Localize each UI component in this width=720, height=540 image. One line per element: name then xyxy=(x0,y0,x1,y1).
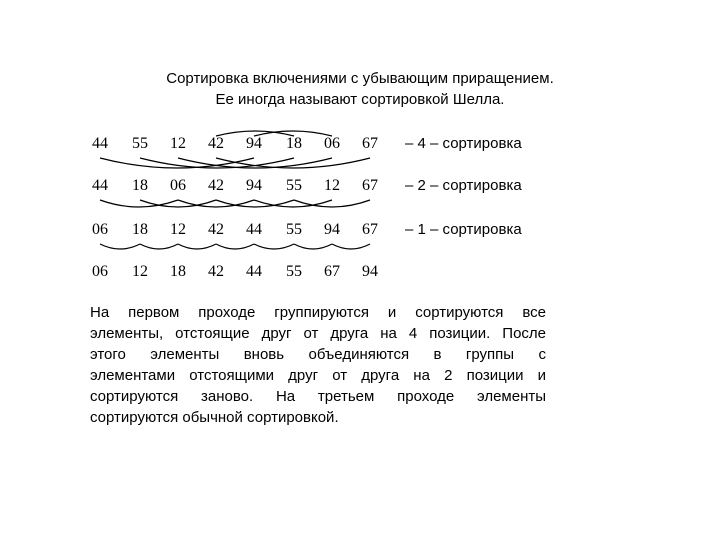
row-4-value: 94 xyxy=(362,263,378,280)
row-3-value: 12 xyxy=(170,221,186,238)
row-2-value: 12 xyxy=(324,177,340,194)
row-1-value: 44 xyxy=(92,135,108,152)
row-3-value: 06 xyxy=(92,221,108,238)
paragraph-line: элементами отстоящими друг от друга на 2 позиции и xyxy=(90,367,546,384)
paragraph-line: На первом проходе группируются и сортируются все xyxy=(90,304,546,321)
row-1-value: 18 xyxy=(286,135,302,152)
row-3-value: 55 xyxy=(286,221,302,238)
row-3-value: 94 xyxy=(324,221,340,238)
paragraph-line: элементы, отстоящие друг от друга на 4 позиции. После xyxy=(90,325,546,342)
row-2-value: 94 xyxy=(246,177,262,194)
row-4-value: 42 xyxy=(208,263,224,280)
row-3-note: – 1 – сортировка xyxy=(405,221,522,238)
row-1-value: 12 xyxy=(170,135,186,152)
row-3-value: 67 xyxy=(362,221,378,238)
row-1-value: 94 xyxy=(246,135,262,152)
row-4-value: 06 xyxy=(92,263,108,280)
row-1-value: 55 xyxy=(132,135,148,152)
row-2-value: 44 xyxy=(92,177,108,194)
row-3-value: 44 xyxy=(246,221,262,238)
row-2-value: 18 xyxy=(132,177,148,194)
row-4-value: 18 xyxy=(170,263,186,280)
row-2-value: 06 xyxy=(170,177,186,194)
row-4-value: 67 xyxy=(324,263,340,280)
row-3-value: 42 xyxy=(208,221,224,238)
row-4-value: 44 xyxy=(246,263,262,280)
paragraph-line: сортируются заново. На третьем проходе элементы xyxy=(90,388,546,405)
row-2-note: – 2 – сортировка xyxy=(405,177,522,194)
row-4-value: 12 xyxy=(132,263,148,280)
row-1-note: – 4 – сортировка xyxy=(405,135,522,152)
row-1-value: 06 xyxy=(324,135,340,152)
row-1-value: 42 xyxy=(208,135,224,152)
row-2-value: 42 xyxy=(208,177,224,194)
explanation-paragraph xyxy=(90,302,546,428)
row-4-value: 55 xyxy=(286,263,302,280)
row-3-value: 18 xyxy=(132,221,148,238)
row-2-value: 55 xyxy=(286,177,302,194)
row-2-value: 67 xyxy=(362,177,378,194)
paragraph-line: этого элементы вновь объединяются в группы с xyxy=(90,346,546,363)
paragraph-line: сортируются обычной сортировкой. xyxy=(90,409,339,426)
row-1-value: 67 xyxy=(362,135,378,152)
title-line-2: Ее иногда называют сортировкой Шелла. xyxy=(215,91,505,108)
title-line-1: Сортировка включениями с убывающим приращением. xyxy=(166,70,554,87)
